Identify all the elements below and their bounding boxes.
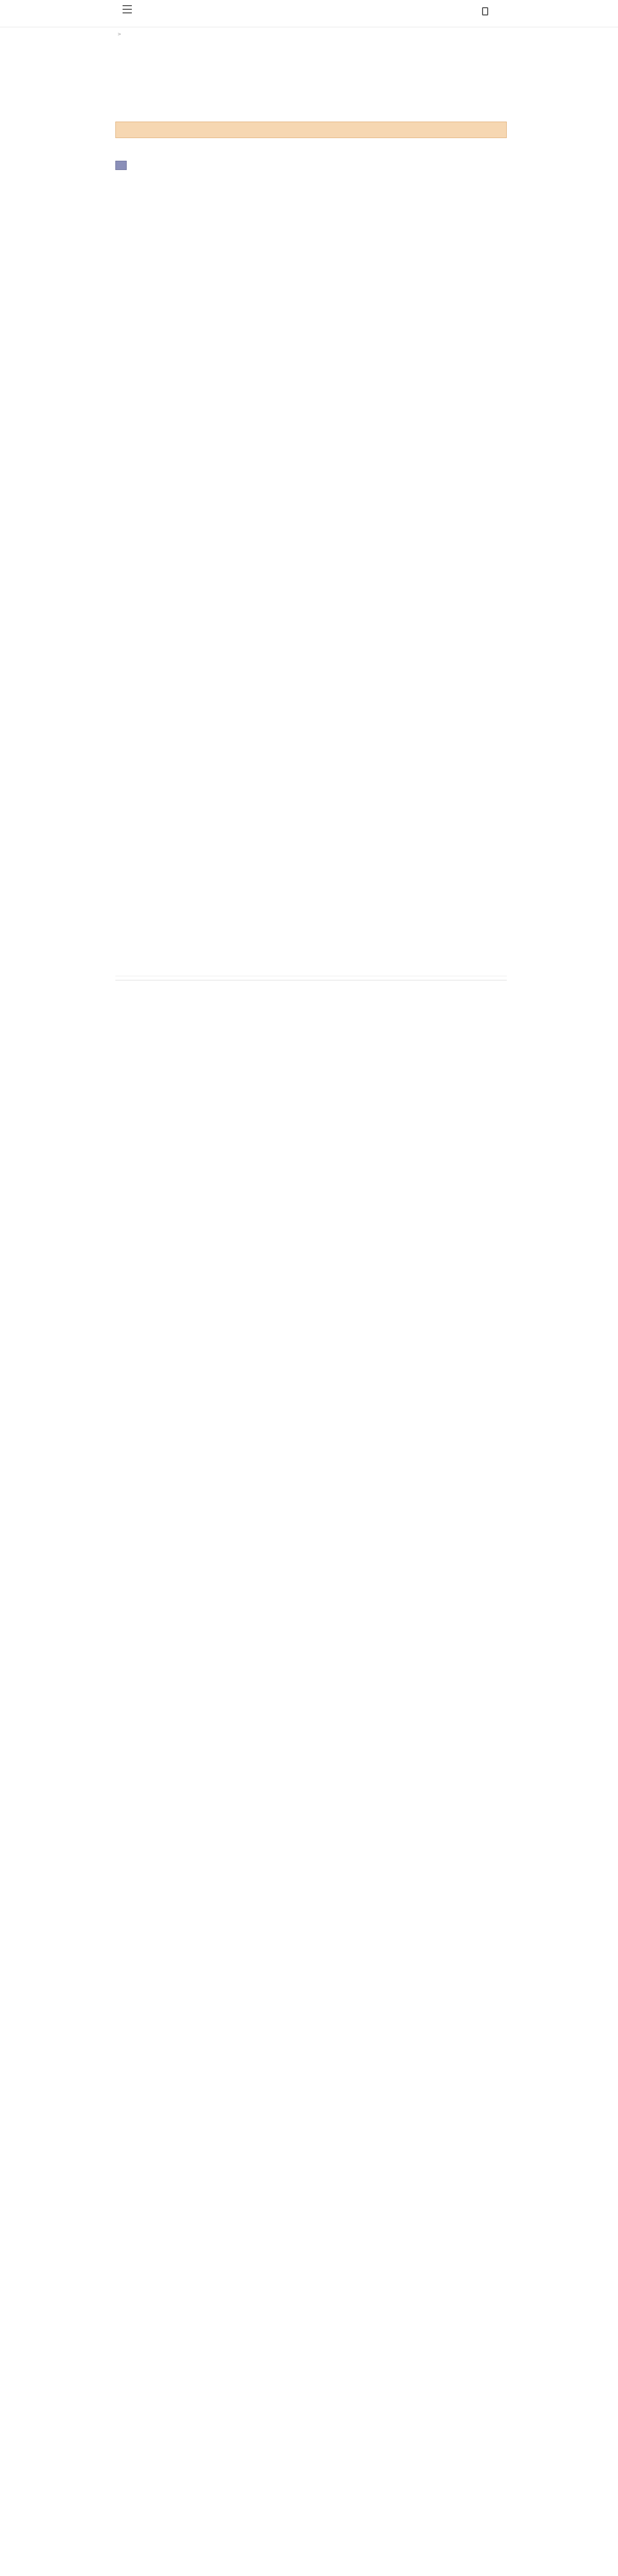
- post-actions: [496, 151, 507, 158]
- thread-title: [115, 103, 507, 112]
- hamburger-menu-icon[interactable]: [123, 5, 132, 13]
- hamburger-line: [123, 5, 132, 6]
- opening-post: [115, 151, 507, 976]
- promo-banner[interactable]: [115, 122, 507, 138]
- hamburger-line: [123, 12, 132, 13]
- comment-divider: [115, 974, 507, 986]
- post-header: [115, 151, 507, 159]
- breadcrumb-separator: >: [117, 32, 122, 37]
- hamburger-line: [123, 9, 132, 10]
- top-bar: [0, 0, 618, 27]
- user-icon[interactable]: [482, 7, 488, 15]
- post-footer: [115, 172, 507, 181]
- post-thumbnail-image[interactable]: [115, 161, 127, 170]
- site-title[interactable]: [149, 7, 469, 14]
- breadcrumb: [115, 32, 476, 39]
